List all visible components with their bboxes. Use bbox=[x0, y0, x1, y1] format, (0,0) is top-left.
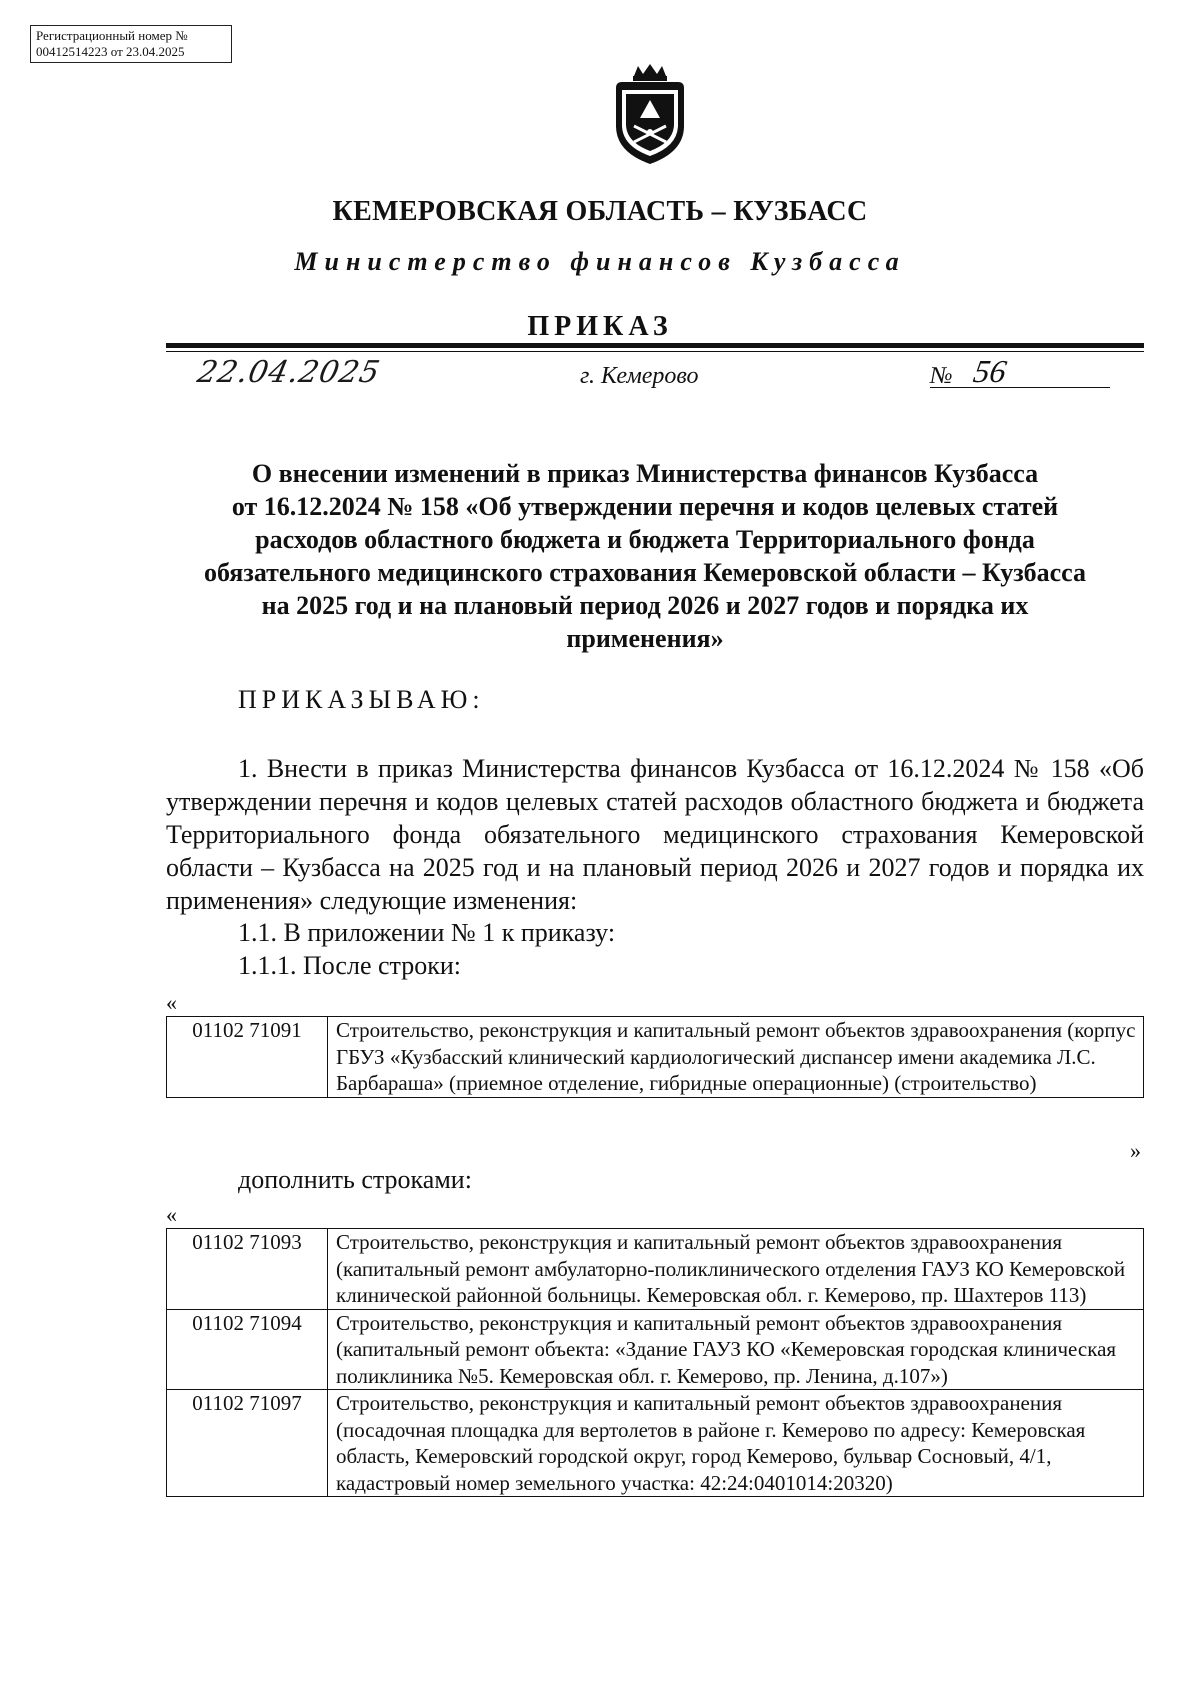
title-line: на 2025 год и на плановый период 2026 и 2027 годов и порядка их bbox=[261, 591, 1029, 620]
table-row bbox=[167, 1017, 1144, 1098]
header-rule-thick bbox=[166, 343, 1144, 348]
registration-stamp bbox=[30, 25, 232, 63]
table-new-rows bbox=[166, 1228, 1144, 1497]
item-1-1: 1.1. В приложении № 1 к приказу: bbox=[238, 918, 616, 947]
quote-open-1: « bbox=[166, 990, 177, 1015]
registration-line-1: Регистрационный номер № bbox=[36, 28, 188, 43]
quote-open-2: « bbox=[166, 1202, 177, 1227]
title-line: обязательного медицинского страхования Кемеровской области – Кузбасса bbox=[203, 558, 1087, 587]
supplement-text: дополнить строками: bbox=[238, 1165, 472, 1194]
registration-line-2: 00412514223 от 23.04.2025 bbox=[36, 44, 185, 59]
quote-close-1: » bbox=[1130, 1138, 1141, 1163]
table-row bbox=[167, 1309, 1144, 1390]
code-cell: 01102 71097 bbox=[167, 1390, 328, 1497]
code-cell: 01102 71093 bbox=[167, 1229, 328, 1310]
code-cell: 01102 71091 bbox=[167, 1017, 328, 1098]
description-cell: Строительство, реконструкция и капитальный ремонт объектов здравоохранения (капитальный ремонт объекта: «Здание ГАУЗ КО «Кемеровская городская клиническая поликлиника №5. Кемеровская обл. г. Кемерово, пр. Ленина, д.107») bbox=[328, 1309, 1144, 1390]
table-row bbox=[167, 1229, 1144, 1310]
paragraph-1: 1. Внести в приказ Министерства финансов Кузбасса от 16.12.2024 № 158 «Об утверждении перечня и кодов целевых статей расходов областного бюджета и бюджета Территориального фонда обязательного медицинского страхования Кемеровской области – Кузбасса на 2025 год и на плановый период 2026 и 2027 годов и порядка их применения» следующие изменения: bbox=[166, 754, 1144, 915]
title-line: расходов областного бюджета и бюджета Территориального фонда bbox=[255, 525, 1035, 554]
title-line: О внесении изменений в приказ Министерства финансов Кузбасса bbox=[251, 459, 1039, 488]
code-cell: 01102 71094 bbox=[167, 1309, 328, 1390]
order-city: г. Кемерово bbox=[580, 363, 699, 389]
number-sign: № bbox=[930, 363, 953, 389]
order-word: ПРИКАЗЫВАЮ: bbox=[238, 685, 485, 714]
description-cell: Строительство, реконструкция и капитальный ремонт объектов здравоохранения (корпус ГБУЗ «Кузбасский клинический кардиологический диспансер имени академика Л.С. Барбараша» (приемное отделение, гибридные операционные) (строительство) bbox=[328, 1017, 1144, 1098]
order-number-value: 56 bbox=[970, 353, 1010, 389]
coat-of-arms-icon bbox=[612, 62, 688, 168]
ministry-name: Министерство финансов Кузбасса bbox=[294, 247, 906, 276]
header-rule-thin bbox=[166, 351, 1144, 352]
order-number bbox=[930, 353, 1110, 389]
order-title bbox=[150, 457, 1140, 655]
title-line: применения» bbox=[566, 624, 724, 653]
order-details-row bbox=[0, 355, 1200, 395]
document-type: ПРИКАЗ bbox=[527, 311, 673, 342]
title-line: от 16.12.2024 № 158 «Об утверждении перечня и кодов целевых статей bbox=[231, 492, 1059, 521]
table-after-row bbox=[166, 1016, 1144, 1098]
item-1-1-1: 1.1.1. После строки: bbox=[238, 951, 461, 980]
description-cell: Строительство, реконструкция и капитальный ремонт объектов здравоохранения (капитальный ремонт амбулаторно-поликлинического отделения ГАУЗ КО Кемеровской клинической районной больницы. Кемеровская обл. г. Кемерово, пр. Шахтеров 113) bbox=[328, 1229, 1144, 1310]
region-title: КЕМЕРОВСКАЯ ОБЛАСТЬ – КУЗБАСС bbox=[332, 196, 868, 227]
table-row bbox=[167, 1390, 1144, 1497]
description-cell: Строительство, реконструкция и капитальный ремонт объектов здравоохранения (посадочная площадка для вертолетов в районе г. Кемерово по адресу: Кемеровская область, Кемеровский городской округ, город Кемерово, бульвар Сосновый, 4/1, кадастровый номер земельного участка: 42:24:0401014:20320) bbox=[328, 1390, 1144, 1497]
order-date: 22.04.2025 bbox=[194, 355, 384, 390]
